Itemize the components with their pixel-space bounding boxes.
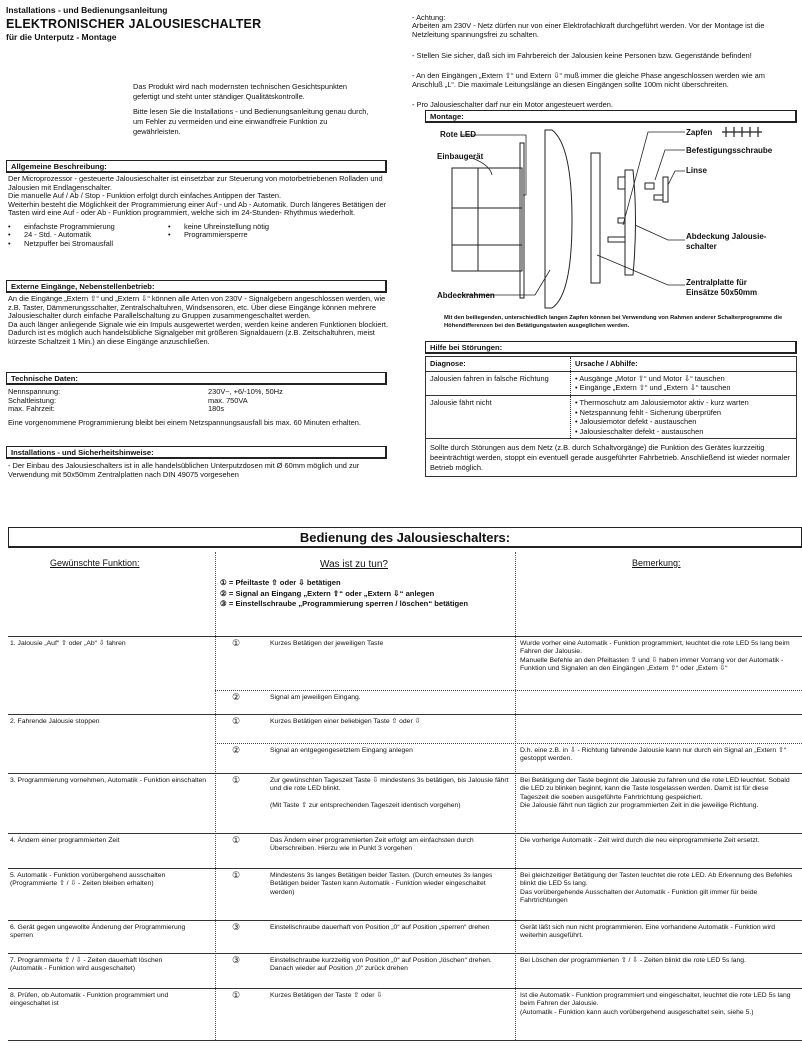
intro-paragraph: Das Produkt wird nach modernsten technischen Gesichtspunkten gefertigt und steht unter ständiger Qualitätskontrolle. bbox=[133, 82, 348, 101]
column-divider bbox=[515, 552, 516, 1040]
header-line: Installations - und Bedienungsanleitung bbox=[6, 5, 168, 15]
remark: Bei Löschen der programmierten ⇧ / ⇩ - Zeiten blinkt die rote LED 5s lang. bbox=[520, 957, 746, 964]
paragraph: An die Eingänge „Extern ⇧“ und „Extern ⇩“ können alle Arten von 230V - Signalgebern angeschlossen werden, wie z.B. Taster, Dämmerungsschalter, Zentralschaltuhren, Windsensoren, etc. Über diese Eingänge können mehrere Jalousieschalter durch einfache Parallelschaltung zu Gruppen zusammengeschaltet werden. bbox=[8, 294, 386, 321]
intro-text bbox=[133, 82, 373, 142]
section-heading: Technische Daten: bbox=[6, 372, 387, 385]
column-divider bbox=[215, 552, 216, 1040]
install-item: - Stellen Sie sicher, daß sich im Fahrbereich der Jalousien keine Personen bzw. Gegenstände befinden! bbox=[412, 50, 752, 60]
zentralplatte-shape bbox=[591, 153, 600, 283]
function-label: 8. Prüfen, ob Automatik - Funktion programmiert und eingeschaltet ist bbox=[10, 992, 169, 1008]
step-action: Zur gewünschten Tageszeit Taste ⇩ mindestens 3s betätigen, bis Jalousie fährt und die rote LED blinkt. (Mit Taste ⇧ zur entsprechenden Tageszeit identisch vorgehen) bbox=[270, 777, 509, 810]
table-row: Jalousie fährt nicht • Thermoschutz am Jalousiemotor aktiv - kurz warten • Netzspannung fehlt - Sicherung überprüfen • Jalousiemotor defekt - austauschen • Jalousieschalter defekt - austauschen bbox=[426, 395, 797, 439]
install-notes bbox=[412, 5, 794, 119]
document-header bbox=[6, 5, 261, 43]
remark: Bei Betätigung der Taste beginnt die Jalousie zu fahren und die rote LED leuchtet. Sobald die LED zu blinken beginnt, kann die Taste losgelassen werden. Damit ist für diese Tageszeit die soeben ausgeführte Fahrtrichtung gespeichert. Die Jalousie fährt nun täglich zur programmierten Zeit in die jeweilige Richtung. bbox=[520, 777, 790, 810]
einbaugeraet-shape bbox=[452, 168, 522, 271]
step-action: Signal an entgegengesetztem Eingang anlegen bbox=[270, 747, 413, 754]
step-number-icon: ② bbox=[232, 692, 241, 702]
table-row-divider bbox=[8, 953, 802, 954]
document-subtitle: für die Unterputz - Montage bbox=[6, 32, 117, 43]
function-label: 1. Jalousie „Auf“ ⇧ oder „Ab“ ⇩ fahren bbox=[10, 640, 126, 647]
remark: Gerät läßt sich nun nicht programmieren. Eine vorhandene Automatik - Funktion wird weiterhin ausgeführt. bbox=[520, 924, 776, 940]
zapfen-icon bbox=[722, 127, 762, 137]
step-legend bbox=[220, 578, 510, 610]
section-heading: Installations - und Sicherheitshinweise: bbox=[6, 446, 387, 459]
table-row-divider bbox=[8, 833, 802, 834]
remark: Die vorherige Automatik - Zeit wird durch die neu einprogrammierte Zeit ersetzt. bbox=[520, 837, 760, 844]
step-action: Kurzes Betätigen der jeweiligen Taste bbox=[270, 640, 384, 647]
remark: Ist die Automatik - Funktion programmiert und eingeschaltet, leuchtet die rote LED 5s lang beim Fahren der Jalousie. (Automatik - Funktion kann auch vorübergehend ausgeschaltet sein, siehe 5.) bbox=[520, 992, 791, 1016]
feature-item: • einfachste Programmierung bbox=[8, 221, 115, 231]
step-number-icon: ① bbox=[232, 835, 241, 845]
paragraph: Weiterhin besteht die Möglichkeit der Programmierung einer Auf - und Ab - Automatik. Durch längeres Betätigen der Tasten wird eine Auf - oder Ab - Funktion programmiert, welche sich im 24-Stunden- Rhythmus wiederholt. bbox=[8, 199, 387, 218]
step-divider bbox=[215, 690, 802, 691]
function-label: 6. Gerät gegen ungewollte Änderung der Programmierung sperren bbox=[10, 924, 186, 940]
step-action: Mindestens 3s langes Betätigen beider Tasten. (Durch erneutes 3s langes Betätigen beider Tasten kann Automatik - Funktion wieder eingeschaltet werden) bbox=[270, 872, 493, 896]
section-heading: Externe Eingänge, Nebenstellenbetrieb: bbox=[6, 280, 387, 293]
label-zapfen: Zapfen bbox=[686, 128, 713, 137]
function-label: 3. Programmierung vornehmen, Automatik - Funktion einschalten bbox=[10, 777, 207, 784]
troubleshooting-table bbox=[425, 356, 797, 477]
function-label: 7. Programmierte ⇧ / ⇩ - Zeiten dauerhaft löschen (Automatik - Funktion wird ausgeschaltet) bbox=[10, 957, 163, 973]
document-title: ELEKTRONISCHER JALOUSIESCHALTER bbox=[6, 17, 262, 32]
table-row-divider bbox=[8, 773, 802, 774]
step-action: Signal am jeweiligen Eingang. bbox=[270, 694, 361, 701]
lens-shape bbox=[663, 177, 668, 202]
table-bottom-border bbox=[8, 1040, 802, 1041]
feature-item: • 24 - Std. - Automatik bbox=[8, 230, 91, 240]
abdeckrahmen-shape bbox=[545, 130, 572, 308]
table-row-divider bbox=[8, 714, 802, 715]
column-header: Diagnose: bbox=[426, 357, 571, 372]
table-row-divider bbox=[8, 868, 802, 869]
table-row: Jalousien fahren in falsche Richtung • Ausgänge „Motor ⇧“ und Motor ⇩“ tauschen • Eingänge „Extern ⇧“ und „Extern ⇩“ tauschen bbox=[426, 371, 797, 395]
tech-note: Eine vorgenommene Programmierung bleibt bei einem Netzspannungsausfall bis max. 60 Minuten erhalten. bbox=[8, 417, 361, 427]
install-item: - Pro Jalousieschalter darf nur ein Motor angesteuert werden. bbox=[412, 100, 613, 110]
step-number-icon: ② bbox=[232, 745, 241, 755]
tech-row: Schaltleistung: max. 750VA bbox=[8, 395, 248, 405]
install-item: - Achtung: Arbeiten am 230V - Netz dürfen nur von einer Elektrofachkraft durchgeführt werden. Vor der Montage ist die Netzleitung spannungsfrei zu schalten. bbox=[412, 12, 765, 40]
extern-text bbox=[8, 295, 390, 346]
feature-item: • keine Uhreinstellung nötig bbox=[168, 221, 270, 231]
paragraph: Der Microprozessor - gesteuerte Jalousieschalter ist einsetzbar zur Steuerung von motorbetriebenen Rolladen und Jalousien mit Endlagenschalter. bbox=[8, 174, 383, 192]
paragraph: Da auch länger anliegende Signale wie ein Impuls ausgewertet werden, werden keine anderen Funktionen blockiert. Dadurch ist es möglich auch handelsübliche Signalgeber mit größeren Signaldauern (z.B. Zeitschaltuhren, meist kürzeste Schaltzeit 1 Min.) an diese Eingänge anzuschließen. bbox=[8, 319, 389, 346]
step-number-icon: ③ bbox=[232, 955, 241, 965]
legend-item: ③ = Einstellschraube „Programmierung sperren / löschen“ betätigen bbox=[220, 599, 468, 609]
tech-row: max. Fahrzeit: 180s bbox=[8, 404, 225, 414]
table-row-divider bbox=[8, 988, 802, 989]
label-einbaugeraet: Einbaugerät bbox=[437, 152, 484, 161]
column-header: Gewünschte Funktion: bbox=[50, 558, 140, 568]
label-befestigungsschraube: Befestigungsschraube bbox=[686, 146, 773, 155]
label-rote-led: Rote LED bbox=[440, 130, 476, 139]
function-label: 4. Ändern einer programmierten Zeit bbox=[10, 837, 120, 844]
step-number-icon: ① bbox=[232, 990, 241, 1000]
table-row-divider bbox=[8, 636, 802, 637]
step-action: Das Ändern einer programmierten Zeit erfolgt am einfachsten durch Überschreiben. Hierzu wie in Punkt 3 vorgehen bbox=[270, 837, 474, 853]
screw-shape bbox=[645, 183, 654, 189]
intro-paragraph: Bitte lesen Sie die Installations - und Bedienungsanleitung genau durch, um Fehler zu vermeiden und eine einwandfreie Funktion zu gewährleisten. bbox=[133, 107, 369, 136]
function-label: 2. Fahrende Jalousie stoppen bbox=[10, 718, 100, 725]
feature-item: • Programmiersperre bbox=[168, 230, 248, 240]
label-linse: Linse bbox=[686, 166, 707, 175]
label-abdeckrahmen: Abdeckrahmen bbox=[437, 291, 495, 300]
remark: D.h. eine z.B. in ⇩ - Richtung fahrende Jalousie kann nur durch ein Signal an „Extern ⇧“ gestoppt werden. bbox=[520, 747, 787, 763]
feature-item: • Netzpuffer bei Stromausfall bbox=[8, 238, 114, 248]
paragraph: Die manuelle Auf / Ab / Stop - Funktion erfolgt durch einfaches Antippen der Tasten. bbox=[8, 191, 282, 201]
label-abdeckung: Abdeckung Jalousie- schalter bbox=[686, 232, 767, 252]
label-zentralplatte: Zentralplatte für Einsätze 50x50mm bbox=[686, 278, 758, 298]
step-number-icon: ① bbox=[232, 775, 241, 785]
allgemein-text bbox=[8, 175, 388, 248]
step-number-icon: ① bbox=[232, 870, 241, 880]
step-divider bbox=[215, 743, 802, 744]
remark: Bei gleichzeitiger Betätigung der Tasten leuchtet die rote LED. Ab Erkennung des Befehles blinkt die LED 5s lang. Das vorübergehende Ausschalten der Automatik - Funktion gilt immer für beide Fahrtrichtungen bbox=[520, 872, 793, 905]
operation-title: Bedienung des Jalousieschalters: bbox=[8, 527, 802, 548]
step-number-icon: ① bbox=[232, 638, 241, 648]
install-item: - Der Einbau des Jalousieschalters ist in alle handelsüblichen Unterputzdosen mit Ø 60mm möglich und zur Verwendung mit 50x50mm Zentralplatten nach DIN 49075 vorgesehen bbox=[8, 461, 360, 479]
section-heading: Montage: bbox=[425, 110, 797, 123]
step-action: Einstellschraube kurzzeitig von Position „0“ auf Position „löschen“ drehen. Danach wieder auf Position „0“ zurück drehen bbox=[270, 957, 492, 973]
step-action: Kurzes Betätigen der Taste ⇧ oder ⇩ bbox=[270, 992, 383, 999]
function-label: 5. Automatik - Funktion vorübergehend ausschalten (Programmierte ⇧ / ⇩ - Zeiten bleiben erhalten) bbox=[10, 872, 166, 888]
legend-item: ① = Pfeiltaste ⇧ oder ⇩ betätigen bbox=[220, 578, 341, 587]
tech-data bbox=[8, 388, 388, 427]
install-item: - An den Eingängen „Extern ⇧“ und Extern ⇩“ muß immer die gleiche Phase angeschlossen werden wie am Anschluß „L“. Die maximale Leitungslänge an diesen Eingängen sollte 100m nicht überschreiten. bbox=[412, 71, 765, 89]
remark: Wurde vorher eine Automatik - Funktion programmiert, leuchtet die rote LED 5s lang beim Fahren der Jalousie. Manuelle Befehle an den Pfeiltasten ⇧ und ⇩ haben immer Vorrang vor der Automatik - Funktion und Signalen an den Eingängen „Extern ⇧“ oder „Extern ⇩“ bbox=[520, 640, 790, 673]
legend-item: ② = Signal an Eingang „Extern ⇧“ oder „Extern ⇩“ anlegen bbox=[220, 588, 435, 598]
column-header: Was ist zu tun? bbox=[320, 559, 388, 570]
column-header: Ursache / Abhilfe: bbox=[571, 357, 797, 372]
column-header: Bemerkung: bbox=[632, 558, 681, 568]
step-action: Einstellschraube dauerhaft von Position „0“ auf Position „sperren“ drehen bbox=[270, 924, 490, 931]
step-action: Kurzes Betätigen einer beliebigen Taste ⇧ oder ⇩ bbox=[270, 718, 421, 725]
tech-row: Nennspannung: 230V~, +6/-10%, 50Hz bbox=[8, 387, 283, 396]
montage-caption: Mit den beiliegenden, unterschiedlich langen Zapfen können bei Verwendung von Rahmen anderer Schalterprogramme die Höhendifferenzen bei den Betätigungstasten ausgeglichen werden. bbox=[444, 315, 783, 329]
step-number-icon: ③ bbox=[232, 922, 241, 932]
section-heading: Allgemeine Beschreibung: bbox=[6, 160, 387, 173]
troubleshooting-footer: Sollte durch Störungen aus dem Netz (z.B. durch Schaltvorgänge) die Funktion des Gerätes kurzzeitig beeinträchtigt werden, stoppt ein eventuell gerade ausgeführter Fahrbetrieb. Anschließend ist wieder normaler Betrieb möglich. bbox=[426, 439, 797, 477]
step-number-icon: ① bbox=[232, 716, 241, 726]
section-heading: Hilfe bei Störungen: bbox=[425, 341, 797, 354]
table-row-divider bbox=[8, 920, 802, 921]
